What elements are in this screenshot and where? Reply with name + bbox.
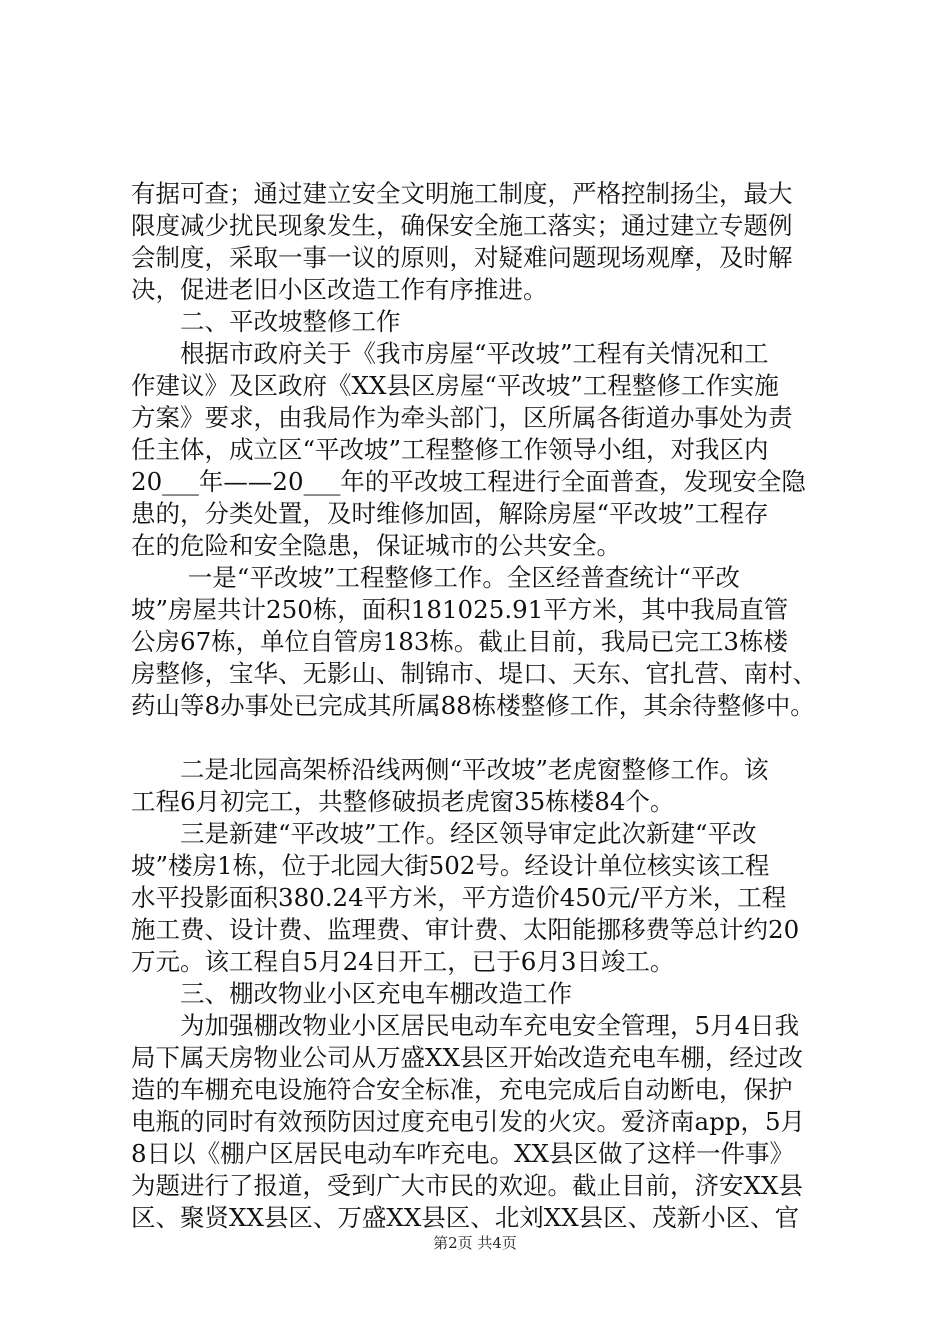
text-line: 会制度，采取一事一议的原则，对疑难问题现场观摩，及时解 <box>131 243 793 272</box>
text-line: 电瓶的同时有效预防因过度充电引发的火灾。爱济南app，5月 <box>131 1107 806 1136</box>
text-line: 根据市政府关于《我市房屋“平改坡”工程有关情况和工 <box>131 339 769 368</box>
text-line: 有据可查；通过建立安全文明施工制度，严格控制扬尘，最大 <box>131 179 793 208</box>
text-line: 方案》要求，由我局作为牵头部门，区所属各街道办事处为责 <box>131 403 793 432</box>
text-line: 工程6月初完工，共整修破损老虎窗35栋楼84个。 <box>131 787 675 816</box>
document-body <box>131 178 831 1234</box>
text-line: 房整修，宝华、无影山、制锦市、堤口、天东、官扎营、南村、 <box>131 659 817 688</box>
text-line: 局下属天房物业公司从万盛XX县区开始改造充电车棚，经过改 <box>131 1043 803 1072</box>
text-line: 二是北园高架桥沿线两侧“平改坡”老虎窗整修工作。该 <box>131 755 769 784</box>
text-line: 万元。该工程自5月24日开工，已于6月3日竣工。 <box>131 947 675 976</box>
text-line: 决，促进老旧小区改造工作有序推进。 <box>131 275 548 304</box>
text-line: 患的，分类处置，及时维修加固，解除房屋“平改坡”工程存 <box>131 499 769 528</box>
text-line: 限度减少扰民现象发生，确保安全施工落实；通过建立专题例 <box>131 211 793 240</box>
paragraph-gap <box>131 722 831 754</box>
text-line: 水平投影面积380.24平方米，平方造价450元/平方米，工程 <box>131 883 787 912</box>
text-line: 坡”楼房1栋，位于北园大街502号。经设计单位核实该工程 <box>131 851 770 880</box>
text-line: 造的车棚充电设施符合安全标准，充电完成后自动断电，保护 <box>131 1075 793 1104</box>
text-line: 8日以《棚户区居民电动车咋充电。XX县区做了这样一件事》 <box>131 1139 794 1168</box>
text-line: 三是新建“平改坡”工作。经区领导审定此次新建“平改 <box>131 819 757 848</box>
text-line: 药山等8办事处已完成其所属88栋楼整修工作，其余待整修中。 <box>131 691 815 720</box>
text-line: 任主体，成立区“平改坡”工程整修工作领导小组，对我区内 <box>131 435 769 464</box>
text-line: 坡”房屋共计250栋，面积181025.91平方米，其中我局直管 <box>131 595 789 624</box>
text-line: 区、聚贤XX县区、万盛XX县区、北刘XX县区、茂新小区、官 <box>131 1203 800 1232</box>
section-heading: 二、平改坡整修工作 <box>131 307 401 336</box>
text-line: 作建议》及区政府《XX县区房屋“平改坡”工程整修工作实施 <box>131 371 779 400</box>
text-line: 在的危险和安全隐患，保证城市的公共安全。 <box>131 531 621 560</box>
text-line: 公房67栋，单位自管房183栋。截止目前，我局已完工3栋楼 <box>131 627 789 656</box>
section-heading: 三、棚改物业小区充电车棚改造工作 <box>131 979 572 1008</box>
text-line: 一是“平改坡”工程整修工作。全区经普查统计“平改 <box>131 563 740 592</box>
page-number-footer: 第2页 共4页 <box>433 1234 517 1252</box>
text-line: 20___年——20___年的平改坡工程进行全面普查，发现安全隐 <box>131 467 806 496</box>
text-line: 施工费、设计费、监理费、审计费、太阳能挪移费等总计约20 <box>131 915 800 944</box>
text-line: 为题进行了报道，受到广大市民的欢迎。截止目前，济安XX县 <box>131 1171 803 1200</box>
text-line: 为加强棚改物业小区居民电动车充电安全管理，5月4日我 <box>131 1011 800 1040</box>
